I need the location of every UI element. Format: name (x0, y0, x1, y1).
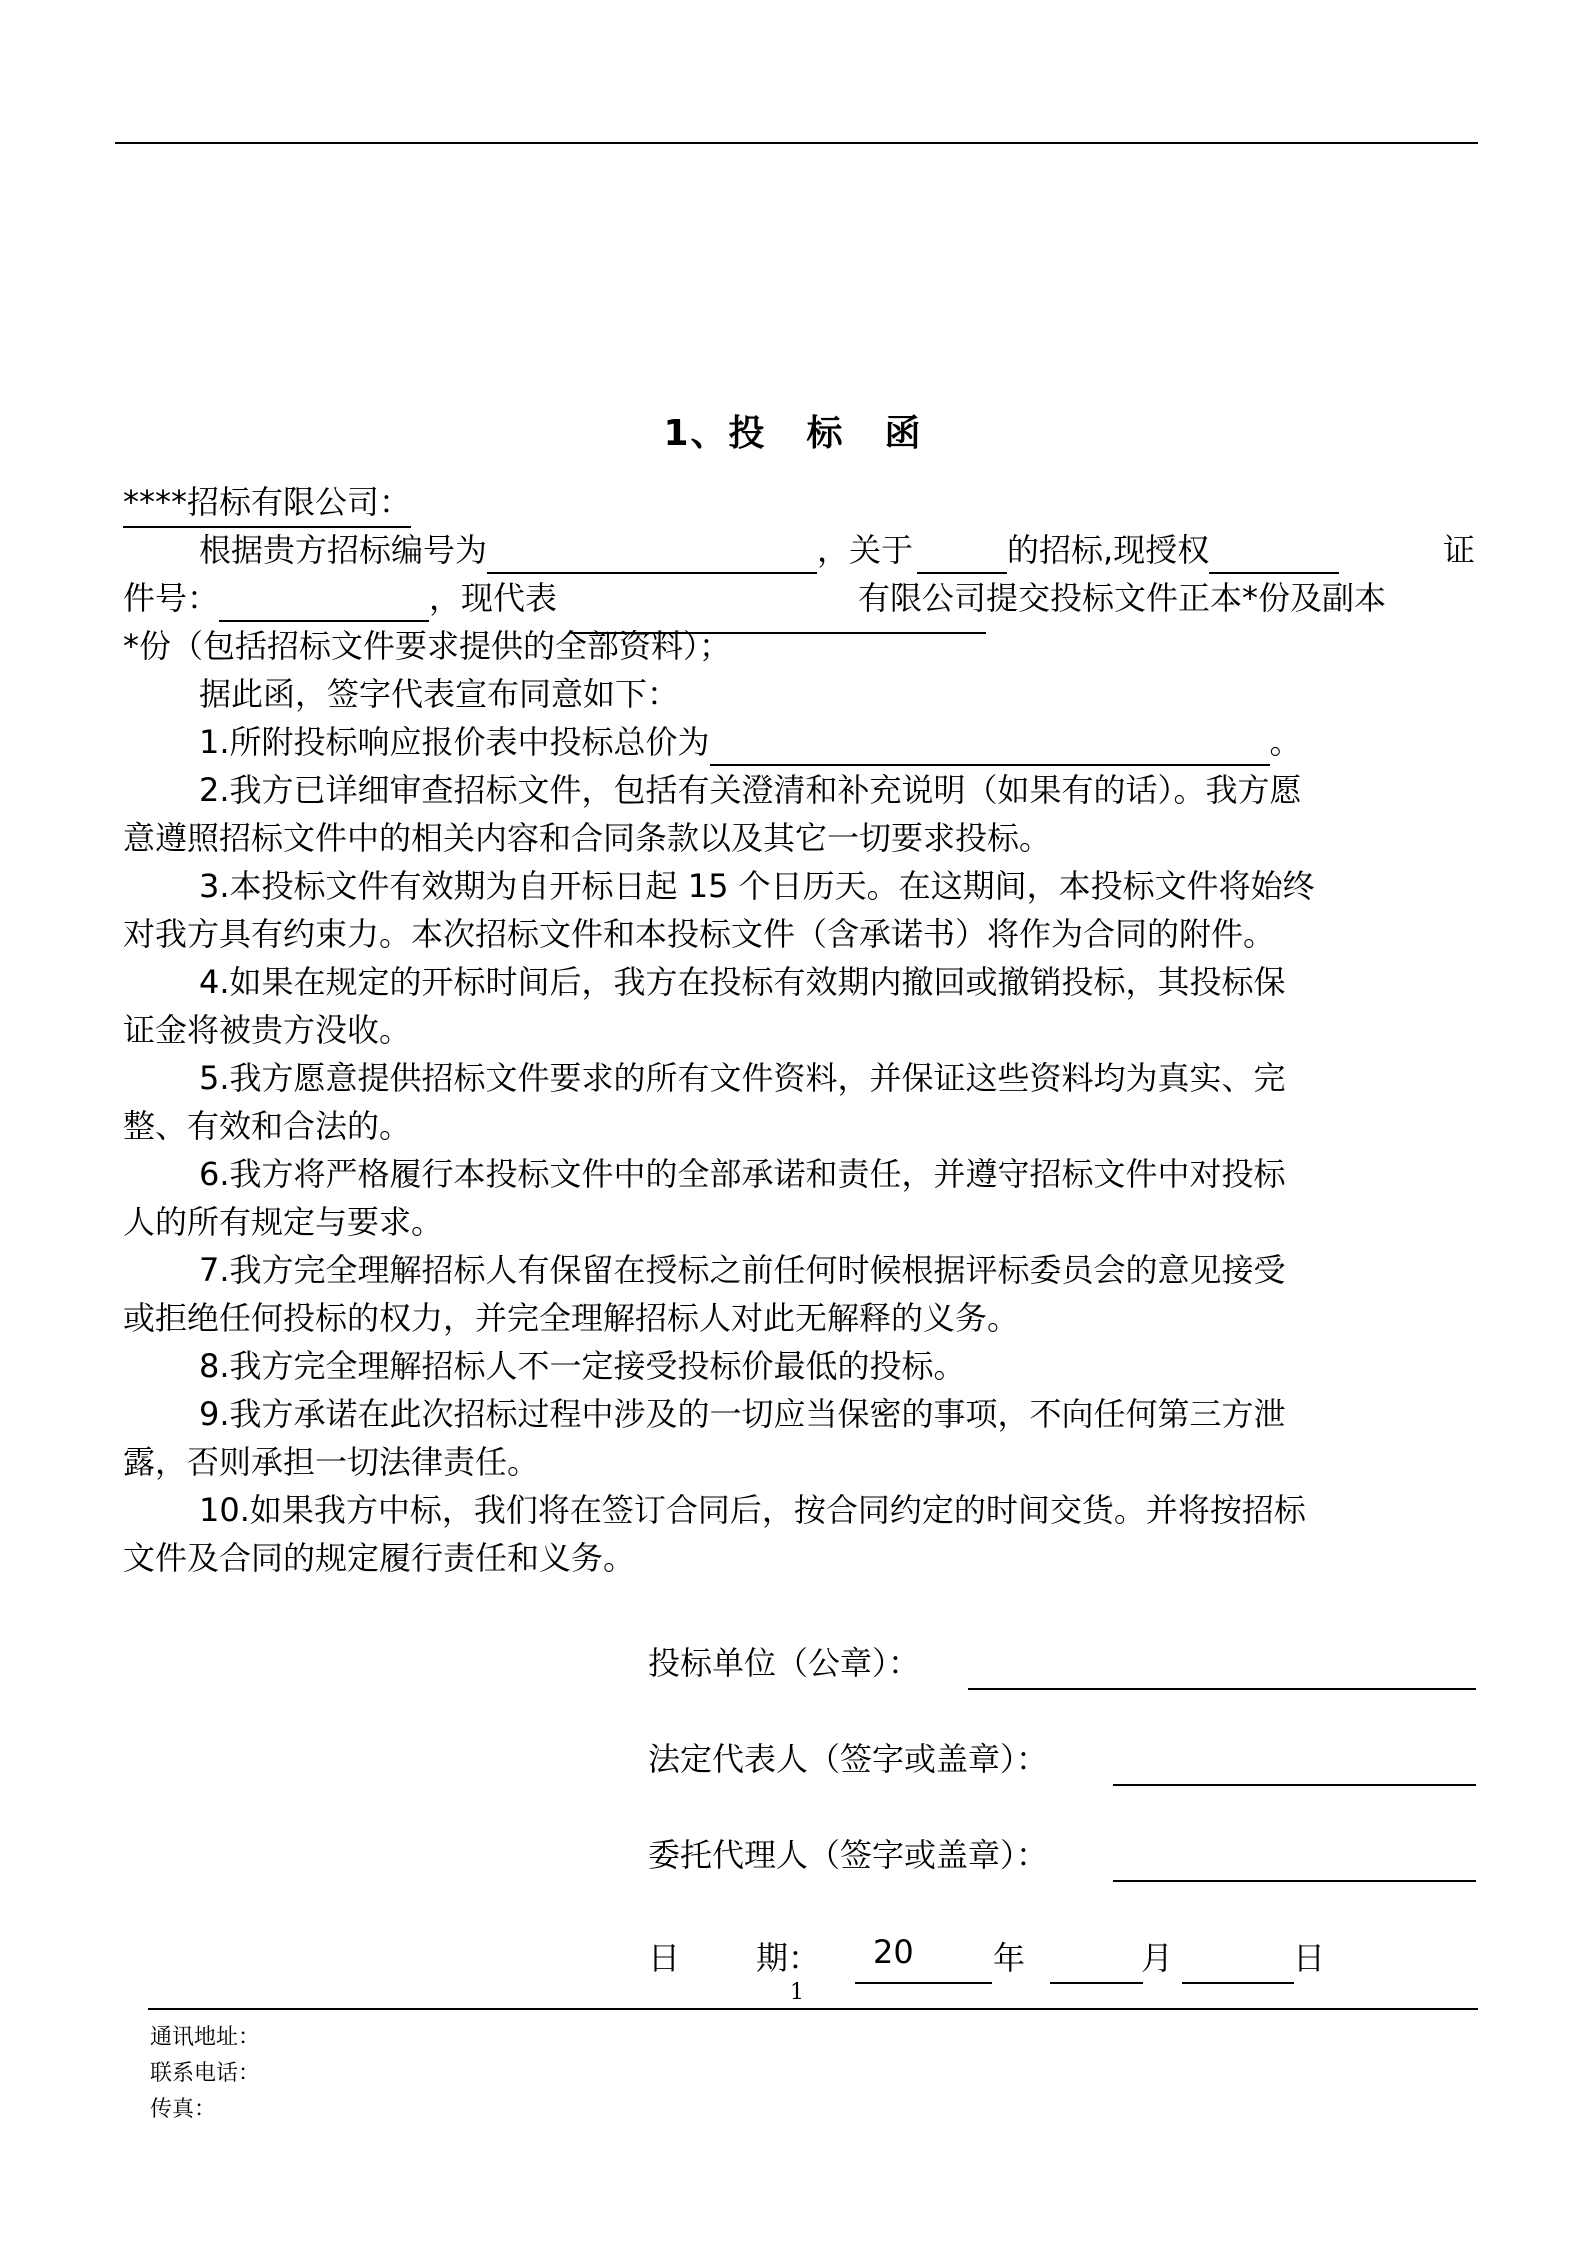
intro-line-2 (123, 574, 1475, 622)
term-item-5-cont: 整、有效和合法的。 (123, 1107, 412, 1145)
label: 日 (648, 1939, 681, 1977)
text: ，现代表 (429, 579, 558, 617)
term-item-5: 5.我方愿意提供招标文件要求的所有文件资料，并保证这些资料均为真实、完 (199, 1059, 1286, 1097)
legal-rep-signature (648, 1734, 1048, 1780)
footer-phone: 联系电话： (150, 2061, 261, 2086)
text: ，关于 (817, 531, 914, 569)
agent-signature (648, 1830, 1048, 1876)
tender-number-field[interactable] (487, 536, 817, 574)
agent-field[interactable] (1113, 1880, 1476, 1882)
term-item-4: 4.如果在规定的开标时间后，我方在投标有效期内撤回或撤销投标，其投标保 (199, 963, 1286, 1001)
label: 年 (993, 1939, 1026, 1977)
header-rule (115, 142, 1478, 144)
day-field[interactable] (1182, 1982, 1294, 1984)
bidder-field[interactable] (968, 1688, 1476, 1690)
year-underline (855, 1982, 992, 1984)
addressee: ****招标有限公司： (123, 478, 411, 528)
date-line (648, 1933, 1488, 1979)
label: 月 (1141, 1939, 1174, 1977)
term-item-8: 8.我方完全理解招标人不一定接受投标价最低的投标。 (199, 1347, 966, 1385)
text: 的招标,现授权 (1007, 531, 1210, 569)
term-item-2: 2.我方已详细审查招标文件，包括有关澄清和补充说明（如果有的话）。我方愿 (199, 771, 1302, 809)
label: 法定代表人（签字或盖章）： (648, 1740, 1049, 1778)
label: 期： (756, 1939, 821, 1977)
text: 件号： (123, 579, 220, 617)
term-item-10: 10.如果我方中标，我们将在签订合同后，按合同约定的时间交货。并将按招标 (199, 1491, 1306, 1529)
intro-line-3: *份（包括招标文件要求提供的全部资料）； (123, 627, 732, 665)
declaration: 据此函，签字代表宣布同意如下： (199, 675, 680, 713)
term-item-3: 3.本投标文件有效期为自开标日起 15 个日历天。在这期间，本投标文件将始终 (199, 867, 1315, 905)
label: 投标单位（公章）： (648, 1644, 921, 1682)
term-item-9-cont: 露，否则承担一切法律责任。 (123, 1443, 540, 1481)
text: 有限公司 (858, 579, 987, 617)
term-item-7-cont: 或拒绝任何投标的权力，并完全理解招标人对此无解释的义务。 (123, 1299, 1020, 1337)
authorized-person-field[interactable] (1209, 536, 1339, 574)
term-item-2-cont: 意遵照招标文件中的相关内容和合同条款以及其它一切要求投标。 (123, 819, 1052, 857)
bidder-signature (648, 1638, 920, 1684)
text: 根据贵方招标编号为 (199, 531, 488, 569)
term-item-10-cont: 文件及合同的规定履行责任和义务。 (123, 1539, 636, 1577)
footer-rule (148, 2008, 1478, 2010)
page-title (0, 405, 1586, 456)
item-1 (123, 718, 1475, 766)
total-price-field[interactable] (710, 728, 1270, 766)
term-item-3-cont: 对我方具有约束力。本次招标文件和本投标文件（含承诺书）将作为合同的附件。 (123, 915, 1276, 953)
title-part: 函 (884, 413, 923, 454)
term-item-4-cont: 证金将被贵方没收。 (123, 1011, 412, 1049)
terms-list (123, 766, 1475, 1582)
project-field[interactable] (917, 536, 1007, 574)
month-field[interactable] (1050, 1982, 1143, 1984)
title-part: 1、投 (663, 413, 767, 454)
term-item-6: 6.我方将严格履行本投标文件中的全部承诺和责任，并遵守招标文件中对投标 (199, 1155, 1286, 1193)
term-item-6-cont: 人的所有规定与要求。 (123, 1203, 444, 1241)
text: 。 (1269, 723, 1302, 761)
footer-fax: 传真： (150, 2097, 217, 2122)
term-item-9: 9.我方承诺在此次招标过程中涉及的一切应当保密的事项，不向任何第三方泄 (199, 1395, 1286, 1433)
text: 证 (1442, 531, 1475, 569)
label: 委托代理人（签字或盖章）： (648, 1836, 1049, 1874)
title-part: 标 (806, 413, 845, 454)
legal-rep-field[interactable] (1113, 1784, 1476, 1786)
letter-body (123, 478, 1475, 1582)
label: 日 (1293, 1939, 1326, 1977)
term-item-7: 7.我方完全理解招标人有保留在授标之前任何时候根据评标委员会的意见接受 (199, 1251, 1286, 1289)
footer-address: 通讯地址： (150, 2025, 261, 2050)
text: 1.所附投标响应报价表中投标总价为 (199, 723, 710, 761)
text: 提交投标文件正本*份及副本 (986, 579, 1387, 617)
intro-line-1 (123, 526, 1475, 574)
year-field[interactable]: 20 (873, 1933, 914, 1971)
id-number-field[interactable] (219, 584, 429, 622)
page-number: 1 (790, 1980, 804, 2005)
